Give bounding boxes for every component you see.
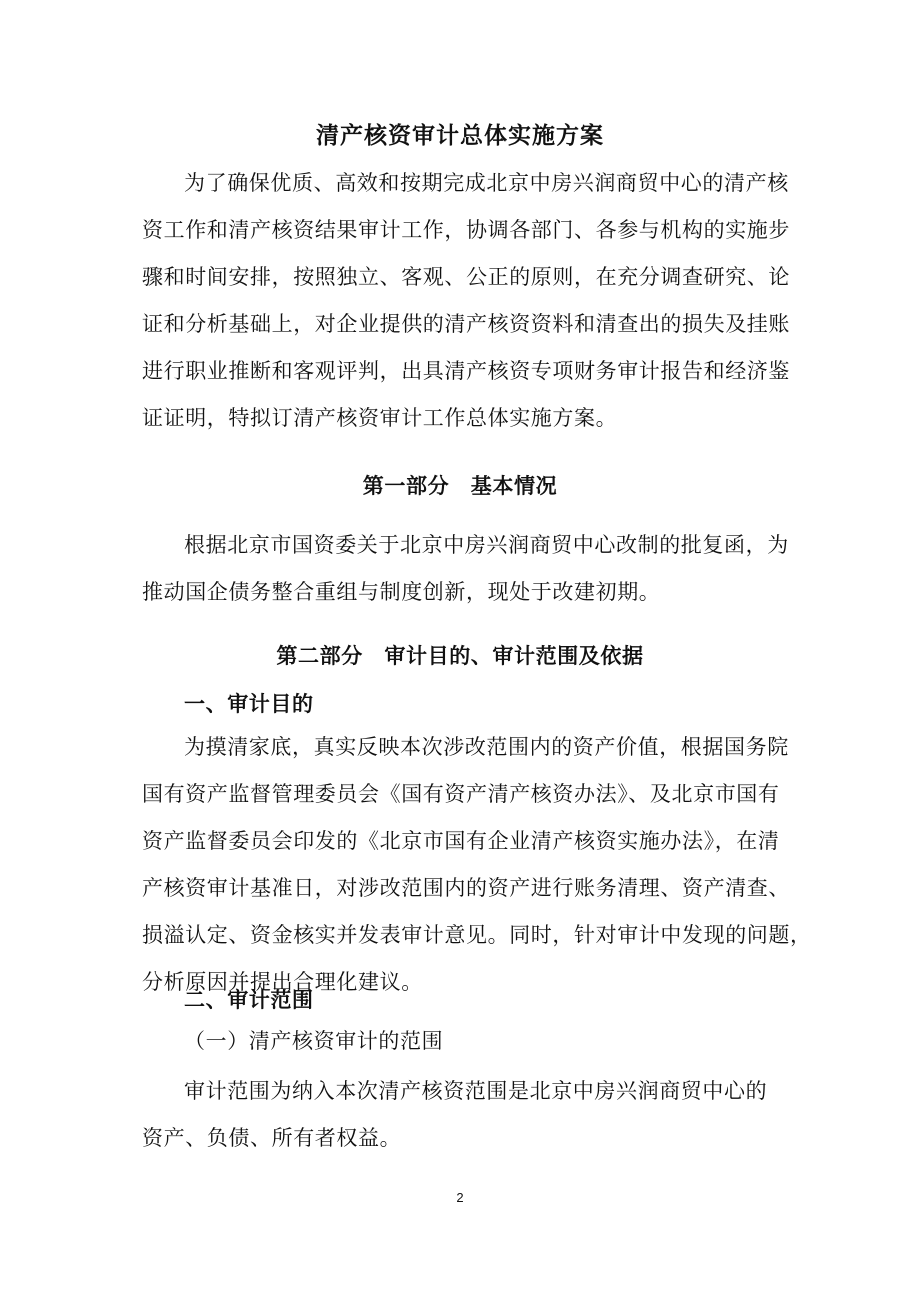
section2-paragraph xyxy=(142,1068,797,1162)
section2-subheading: （一）清产核资审计的范围 xyxy=(184,1029,444,1053)
section1-paragraph xyxy=(142,724,812,1006)
paragraph-line: 审计范围为纳入本次清产核资范围是北京中房兴润商贸中心的 xyxy=(184,1079,768,1103)
paragraph-line: 损溢认定、资金核实并发表审计意见。同时，针对审计中发现的问题， xyxy=(142,923,812,947)
paragraph-line: 根据北京市国资委关于北京中房兴润商贸中心改制的批复函，为 xyxy=(184,533,789,557)
paragraph-line: 资工作和清产核资结果审计工作，协调各部门、各参与机构的实施步 xyxy=(142,218,790,242)
paragraph-line: 为摸清家底，真实反映本次涉改范围内的资产价值，根据国务院 xyxy=(184,735,789,759)
paragraph-line: 证和分析基础上，对企业提供的清产核资资料和清查出的损失及挂账 xyxy=(142,312,790,336)
paragraph-line: 资产、负债、所有者权益。 xyxy=(142,1126,402,1150)
intro-paragraph xyxy=(142,160,797,442)
part1-paragraph xyxy=(142,522,797,616)
paragraph-line: 分析原因并提出合理化建议。 xyxy=(142,970,423,994)
paragraph-line: 骤和时间安排，按照独立、客观、公正的原则，在充分调查研究、论 xyxy=(142,265,790,289)
paragraph-line: 进行职业推断和客观评判，出具清产核资专项财务审计报告和经济鉴 xyxy=(142,359,790,383)
paragraph-line: 推动国企债务整合重组与制度创新，现处于改建初期。 xyxy=(142,580,661,604)
part2-heading: 第二部分 审计目的、审计范围及依据 xyxy=(276,643,644,668)
section2-heading: 二、审计范围 xyxy=(184,987,314,1012)
paragraph-line: 为了确保优质、高效和按期完成北京中房兴润商贸中心的清产核 xyxy=(184,171,789,195)
section1-heading: 一、审计目的 xyxy=(184,691,314,716)
paragraph-line: 资产监督委员会印发的《北京市国有企业清产核资实施办法》，在清 xyxy=(142,829,780,853)
paragraph-line: 产核资审计基准日，对涉改范围内的资产进行账务清理、资产清查、 xyxy=(142,876,790,900)
paragraph-line: 证证明，特拟订清产核资审计工作总体实施方案。 xyxy=(142,406,618,430)
document-title: 清产核资审计总体实施方案 xyxy=(316,122,604,149)
part1-heading: 第一部分 基本情况 xyxy=(362,473,558,498)
paragraph-line: 国有资产监督管理委员会《国有资产清产核资办法》、及北京市国有 xyxy=(142,782,780,806)
page-number: 2 xyxy=(456,1190,464,1205)
